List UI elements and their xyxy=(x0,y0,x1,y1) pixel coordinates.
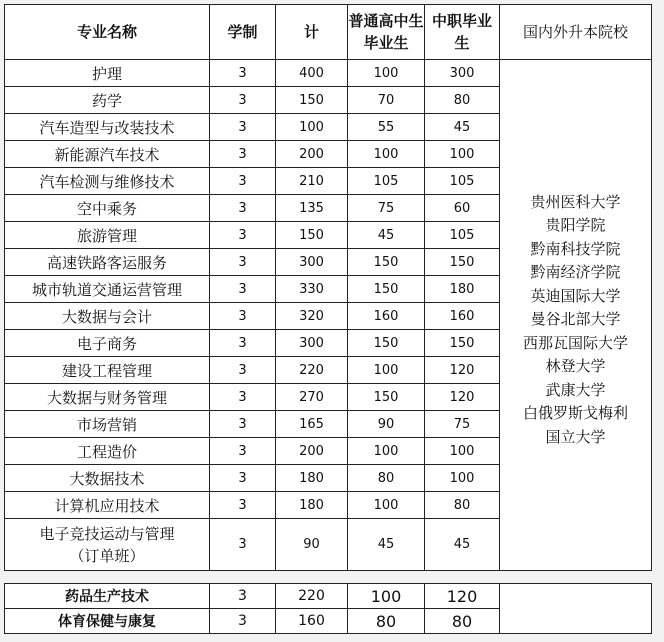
years-cell: 3 xyxy=(210,249,276,276)
years-cell: 3 xyxy=(210,195,276,222)
vocational-cell: 120 xyxy=(425,357,500,384)
total-cell: 100 xyxy=(276,114,348,141)
major-name-cell: 电子商务 xyxy=(5,330,210,357)
universities-cell xyxy=(500,60,652,571)
university-name: 曼谷北部大学 xyxy=(530,310,621,329)
major-name-cell: 建设工程管理 xyxy=(5,357,210,384)
years-cell: 3 xyxy=(210,384,276,411)
university-name: 贵州医科大学 xyxy=(530,192,621,211)
years-cell: 3 xyxy=(210,609,276,634)
total-cell: 135 xyxy=(276,195,348,222)
vocational-cell: 105 xyxy=(425,168,500,195)
vocational-cell: 100 xyxy=(425,465,500,492)
general-cell: 160 xyxy=(348,303,425,330)
total-cell: 220 xyxy=(276,584,348,609)
general-cell: 100 xyxy=(348,584,425,609)
university-name: 林登大学 xyxy=(545,357,606,376)
major-name-cell xyxy=(5,519,210,571)
years-cell: 3 xyxy=(210,168,276,195)
header-general: 普通高中生毕业生 xyxy=(348,5,425,60)
header-years: 学制 xyxy=(210,5,276,60)
vocational-cell: 100 xyxy=(425,438,500,465)
vocational-cell: 150 xyxy=(425,330,500,357)
years-cell: 3 xyxy=(210,303,276,330)
years-cell: 3 xyxy=(210,438,276,465)
university-name: 黔南科技学院 xyxy=(530,239,621,258)
general-cell: 45 xyxy=(348,222,425,249)
total-cell: 180 xyxy=(276,492,348,519)
total-cell: 200 xyxy=(276,438,348,465)
university-name: 国立大学 xyxy=(545,427,606,446)
major-name-cell: 汽车造型与改装技术 xyxy=(5,114,210,141)
major-name-note: （订单班） xyxy=(69,546,145,565)
general-cell: 150 xyxy=(348,249,425,276)
major-name-cell: 大数据与会计 xyxy=(5,303,210,330)
vocational-cell: 160 xyxy=(425,303,500,330)
years-cell: 3 xyxy=(210,60,276,87)
general-cell: 45 xyxy=(348,519,425,571)
vocational-cell: 180 xyxy=(425,276,500,303)
vocational-cell: 45 xyxy=(425,519,500,571)
years-cell: 3 xyxy=(210,411,276,438)
total-cell: 165 xyxy=(276,411,348,438)
general-cell: 75 xyxy=(348,195,425,222)
vocational-cell: 60 xyxy=(425,195,500,222)
header-row xyxy=(5,5,652,60)
total-cell: 160 xyxy=(276,609,348,634)
years-cell: 3 xyxy=(210,330,276,357)
vocational-cell: 300 xyxy=(425,60,500,87)
total-cell: 400 xyxy=(276,60,348,87)
years-cell: 3 xyxy=(210,492,276,519)
major-name-cell: 药学 xyxy=(5,87,210,114)
general-cell: 150 xyxy=(348,330,425,357)
total-cell: 150 xyxy=(276,222,348,249)
vocational-cell: 45 xyxy=(425,114,500,141)
header-major: 专业名称 xyxy=(5,5,210,60)
major-name-cell: 新能源汽车技术 xyxy=(5,141,210,168)
major-name-cell: 市场营销 xyxy=(5,411,210,438)
vocational-cell: 120 xyxy=(425,384,500,411)
major-name-cell: 工程造价 xyxy=(5,438,210,465)
major-name-cell: 空中乘务 xyxy=(5,195,210,222)
general-cell: 90 xyxy=(348,411,425,438)
major-name-cell: 大数据技术 xyxy=(5,465,210,492)
years-cell: 3 xyxy=(210,519,276,571)
total-cell: 200 xyxy=(276,141,348,168)
vocational-cell: 80 xyxy=(425,87,500,114)
total-cell: 220 xyxy=(276,357,348,384)
supplementary-table xyxy=(4,583,652,634)
university-name: 黔南经济学院 xyxy=(530,263,621,282)
general-cell: 100 xyxy=(348,357,425,384)
total-cell: 210 xyxy=(276,168,348,195)
major-name-cell: 护理 xyxy=(5,60,210,87)
general-cell: 55 xyxy=(348,114,425,141)
general-cell: 105 xyxy=(348,168,425,195)
years-cell: 3 xyxy=(210,222,276,249)
total-cell: 150 xyxy=(276,87,348,114)
general-cell: 80 xyxy=(348,609,425,634)
major-name-cell: 计算机应用技术 xyxy=(5,492,210,519)
total-cell: 180 xyxy=(276,465,348,492)
major-name-cell: 旅游管理 xyxy=(5,222,210,249)
header-vocational: 中职毕业生 xyxy=(425,5,500,60)
years-cell: 3 xyxy=(210,276,276,303)
general-cell: 100 xyxy=(348,438,425,465)
general-cell: 150 xyxy=(348,384,425,411)
years-cell: 3 xyxy=(210,584,276,609)
university-name: 英迪国际大学 xyxy=(530,286,621,305)
general-cell: 70 xyxy=(348,87,425,114)
years-cell: 3 xyxy=(210,465,276,492)
years-cell: 3 xyxy=(210,87,276,114)
years-cell: 3 xyxy=(210,114,276,141)
total-cell: 320 xyxy=(276,303,348,330)
vocational-cell: 120 xyxy=(425,584,500,609)
header-universities: 国内外升本院校 xyxy=(500,5,652,60)
major-name-cell: 大数据与财务管理 xyxy=(5,384,210,411)
empty-universities-cell xyxy=(500,584,652,634)
general-cell: 100 xyxy=(348,492,425,519)
university-name: 贵阳学院 xyxy=(545,216,606,235)
vocational-cell: 80 xyxy=(425,609,500,634)
total-cell: 300 xyxy=(276,330,348,357)
vocational-cell: 75 xyxy=(425,411,500,438)
university-name: 武康大学 xyxy=(545,380,606,399)
university-name: 白俄罗斯戈梅利 xyxy=(522,404,628,423)
total-cell: 90 xyxy=(276,519,348,571)
major-name-cell: 体育保健与康复 xyxy=(5,609,210,634)
major-name-cell: 汽车检测与维修技术 xyxy=(5,168,210,195)
general-cell: 150 xyxy=(348,276,425,303)
total-cell: 330 xyxy=(276,276,348,303)
total-cell: 270 xyxy=(276,384,348,411)
vocational-cell: 150 xyxy=(425,249,500,276)
enrollment-table xyxy=(4,4,652,571)
table-row xyxy=(5,584,652,609)
vocational-cell: 80 xyxy=(425,492,500,519)
major-name-cell: 药品生产技术 xyxy=(5,584,210,609)
table-row xyxy=(5,60,652,87)
total-cell: 300 xyxy=(276,249,348,276)
header-total: 计 xyxy=(276,5,348,60)
major-name-line: 电子竞技运动与管理 xyxy=(39,524,175,543)
major-name-cell: 高速铁路客运服务 xyxy=(5,249,210,276)
vocational-cell: 100 xyxy=(425,141,500,168)
general-cell: 100 xyxy=(348,141,425,168)
vocational-cell: 105 xyxy=(425,222,500,249)
major-name-cell: 城市轨道交通运营管理 xyxy=(5,276,210,303)
university-name: 西那瓦国际大学 xyxy=(522,333,628,352)
years-cell: 3 xyxy=(210,141,276,168)
years-cell: 3 xyxy=(210,357,276,384)
general-cell: 80 xyxy=(348,465,425,492)
general-cell: 100 xyxy=(348,60,425,87)
